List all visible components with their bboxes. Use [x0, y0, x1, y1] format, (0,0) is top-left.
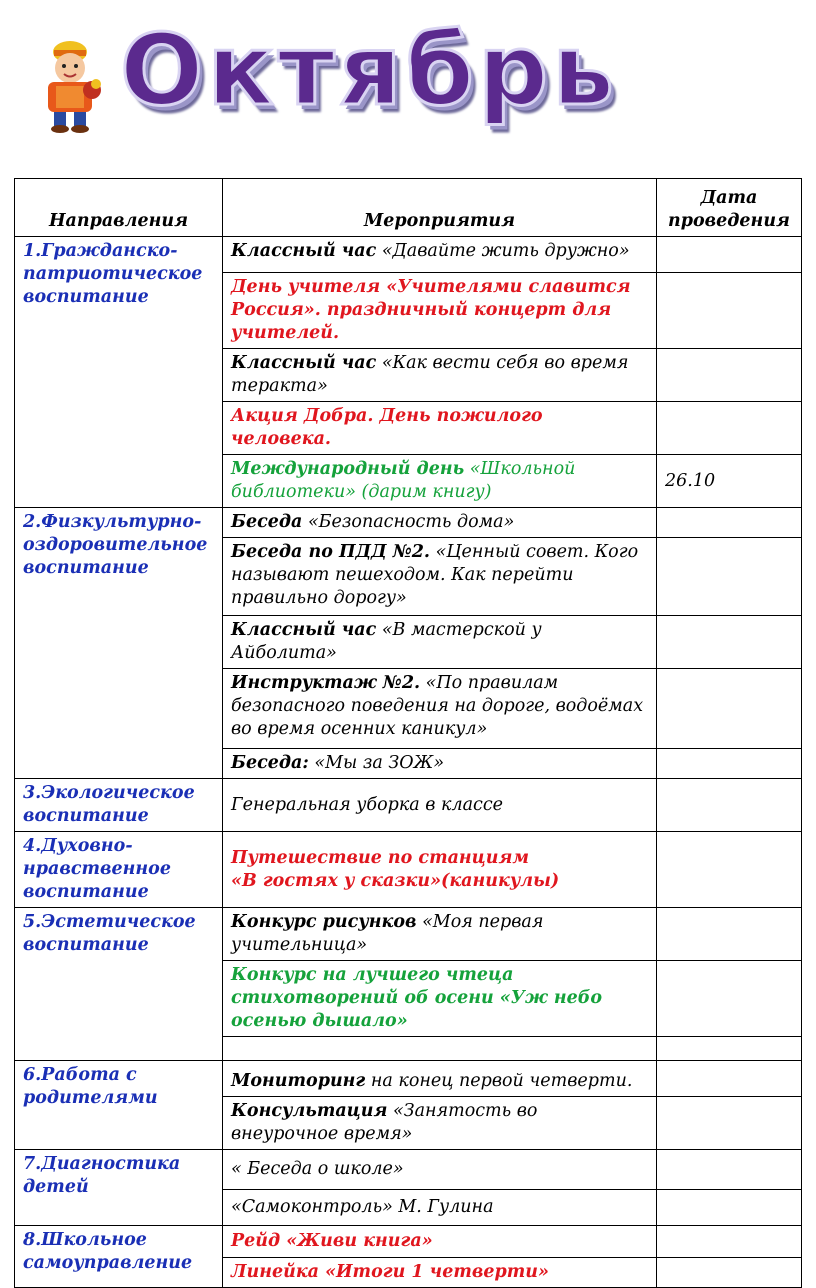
page-header	[0, 0, 816, 170]
date-cell: 26.10	[657, 455, 802, 508]
event-cell	[223, 908, 657, 961]
event-text: «Школьной библиотеки» (дарим книгу)	[231, 459, 576, 502]
event-bold: Мониторинг	[231, 1071, 366, 1091]
schoolboy-mascot-icon	[30, 38, 110, 133]
event-line: Путешествие по станциям	[231, 847, 530, 868]
event-bold: Беседа	[231, 512, 303, 532]
event-cell: Генеральная уборка в классе	[223, 779, 657, 832]
date-cell	[657, 669, 802, 749]
event-bold: Классный час	[231, 353, 377, 373]
date-cell	[657, 832, 802, 908]
event-cell: Конкурс на лучшего чтеца стихотворений об осени «Уж небо осенью дышало»	[223, 961, 657, 1037]
event-bold: Классный час	[231, 620, 377, 640]
event-cell	[223, 832, 657, 908]
header-date: Дата проведения	[657, 179, 802, 237]
table-row	[15, 779, 802, 832]
direction-cell: 2.Физкультурно-оздоровительное воспитание	[15, 508, 223, 779]
direction-cell: 5.Эстетическое воспитание	[15, 908, 223, 1061]
event-text: «Давайте жить дружно»	[376, 241, 630, 261]
date-cell	[657, 749, 802, 779]
direction-cell: 6.Работа с родителями	[15, 1061, 223, 1150]
event-cell	[223, 455, 657, 508]
date-cell	[657, 1258, 802, 1288]
event-cell: «Самоконтроль» М. Гулина	[223, 1190, 657, 1226]
direction-cell: 3.Экологическое воспитание	[15, 779, 223, 832]
plan-table	[14, 178, 802, 1288]
date-cell	[657, 349, 802, 402]
event-cell	[223, 1037, 657, 1061]
event-text: «Безопасность дома»	[302, 512, 515, 532]
date-cell	[657, 1061, 802, 1097]
event-cell	[223, 1061, 657, 1097]
event-text: «Мы за ЗОЖ»	[308, 753, 445, 773]
event-text: «Занятость во внеурочное время»	[231, 1101, 538, 1144]
direction-cell: 4.Духовно-нравственное воспитание	[15, 832, 223, 908]
date-cell	[657, 1097, 802, 1150]
direction-cell: 1.Гражданско-патриотическое воспитание	[15, 237, 223, 508]
event-cell	[223, 749, 657, 779]
event-cell: День учителя «Учителями славится Россия». праздничный концерт для учителей.	[223, 273, 657, 349]
date-cell	[657, 1037, 802, 1061]
date-cell	[657, 1150, 802, 1190]
header-direction: Направления	[15, 179, 223, 237]
date-cell	[657, 402, 802, 455]
direction-cell: 8.Школьное самоуправление	[15, 1226, 223, 1288]
table-row	[15, 508, 802, 538]
event-bold: Международный день	[231, 459, 465, 479]
event-bold: Инструктаж №2.	[231, 673, 421, 693]
table-row	[15, 908, 802, 961]
date-cell	[657, 1226, 802, 1258]
date-cell	[657, 616, 802, 669]
event-bold: Беседа:	[231, 753, 309, 773]
event-text: «В мастерской у Айболита»	[231, 620, 542, 663]
event-cell	[223, 508, 657, 538]
direction-cell: 7.Диагностика детей	[15, 1150, 223, 1226]
event-bold: Конкурс рисунков	[231, 912, 417, 932]
table-header-row	[15, 179, 802, 237]
event-cell: Линейка «Итоги 1 четверти»	[223, 1258, 657, 1288]
table-row	[15, 237, 802, 273]
event-cell	[223, 349, 657, 402]
event-line: «В гостях у сказки»(каникулы)	[231, 870, 560, 891]
date-cell	[657, 273, 802, 349]
event-cell	[223, 538, 657, 616]
table-row	[15, 1061, 802, 1097]
event-cell	[223, 616, 657, 669]
header-events: Мероприятия	[223, 179, 657, 237]
event-text: «Моя первая учительница»	[231, 912, 544, 955]
event-text: «По правилам безопасного поведения на дороге, водоёмах во время осенних каникул»	[231, 673, 644, 739]
event-cell	[223, 669, 657, 749]
event-text: «Ценный совет. Кого называют пешеходом. Как перейти правильно дорогу»	[231, 542, 639, 608]
event-bold: Консультация	[231, 1101, 388, 1121]
event-cell	[223, 237, 657, 273]
date-cell	[657, 908, 802, 961]
date-cell	[657, 237, 802, 273]
event-text: на конец первой четверти.	[365, 1071, 633, 1091]
date-cell	[657, 1190, 802, 1226]
table-row	[15, 1226, 802, 1258]
event-bold: Классный час	[231, 241, 377, 261]
event-cell: Рейд «Живи книга»	[223, 1226, 657, 1258]
event-bold: Беседа по ПДД №2.	[231, 542, 431, 562]
table-row	[15, 1150, 802, 1190]
table-row	[15, 832, 802, 908]
event-cell: « Беседа о школе»	[223, 1150, 657, 1190]
event-cell: Акция Добра. День пожилого человека.	[223, 402, 657, 455]
date-cell	[657, 779, 802, 832]
date-cell	[657, 961, 802, 1037]
event-cell	[223, 1097, 657, 1150]
date-cell	[657, 538, 802, 616]
date-cell	[657, 508, 802, 538]
event-text: «Как вести себя во время теракта»	[231, 353, 629, 396]
page-title: Октябрь	[120, 14, 619, 128]
